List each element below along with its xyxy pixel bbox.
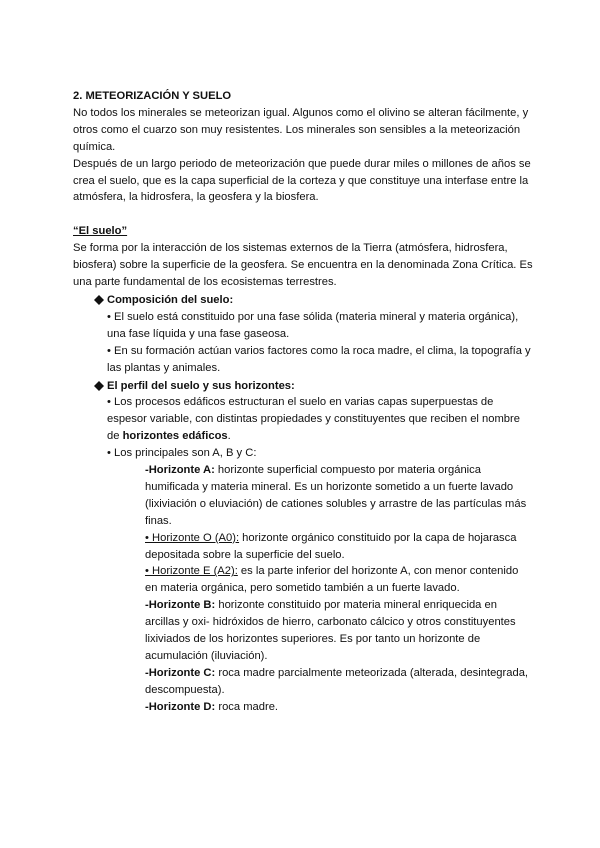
perfil-item-1-bold: horizontes edáficos bbox=[122, 430, 228, 443]
horizonte-a-label: -Horizonte A: bbox=[145, 464, 215, 477]
composicion-title: Composición del suelo: bbox=[107, 293, 234, 306]
horizonte-b bbox=[73, 597, 533, 665]
bullet-composicion bbox=[73, 292, 533, 309]
suelo-title: “El suelo” bbox=[73, 225, 128, 238]
suelo-intro: Se forma por la interacción de los sistemas externos de la Tierra (atmósfera, hidrosfera, biosfera) sobre la superficie de la geosfera. Se encuentra en la denominada Zona Crítica. Es una parte fundamental de los ecosistemas terrestres. bbox=[73, 242, 533, 289]
diamond-bullet-icon bbox=[93, 294, 105, 306]
horizonte-b-label: -Horizonte B: bbox=[145, 599, 216, 612]
horizonte-e bbox=[73, 563, 533, 597]
bullet-perfil bbox=[73, 378, 533, 395]
section-heading: 2. METEORIZACIÓN Y SUELO bbox=[73, 90, 232, 102]
horizonte-o-label: • Horizonte O (A0): bbox=[145, 531, 240, 544]
perfil-item-1-end: . bbox=[227, 430, 231, 443]
perfil-item-2: • Los principales son A, B y C: bbox=[107, 447, 257, 460]
horizonte-c-text: roca madre parcialmente meteorizada (alterada, desintegrada, descompuesta). bbox=[145, 666, 529, 696]
horizonte-d-label: -Horizonte D: bbox=[145, 700, 216, 713]
composicion-item-1: • El suelo está constituido por una fase sólida (materia mineral y materia orgánica), una fase líquida y una fase gaseosa. bbox=[107, 310, 519, 340]
horizonte-o-text: horizonte orgánico constituido por la capa de hojarasca depositada sobre la superficie del suelo. bbox=[145, 531, 517, 561]
horizonte-o bbox=[73, 530, 533, 564]
horizonte-b-text: horizonte constituido por materia mineral enriquecida en arcillas y oxi- hidróxidos de hierro, carbonato cálcico y otros constituyentes lixiviados de los horizontes superiores. Es por tanto un horizonte de acumulación (iluviación). bbox=[145, 599, 516, 662]
document-body bbox=[73, 88, 533, 716]
horizonte-e-text: es la parte inferior del horizonte A, con menor contenido en materia orgánica, pero sometido también a un fuerte lavado. bbox=[145, 565, 519, 595]
composicion-item-2: • En su formación actúan varios factores como la roca madre, el clima, la topografía y las plantas y animales. bbox=[107, 344, 531, 374]
perfil-item-1 bbox=[73, 394, 533, 445]
perfil-title: El perfil del suelo y sus horizontes: bbox=[107, 379, 295, 392]
horizonte-a-text: horizonte superficial compuesto por materia orgánica humificada y materia mineral. Es un horizonte sometido a un fuerte lavado (lixiviación o eluviación) de cationes solubles y arrastre de las partículas más finas. bbox=[145, 464, 527, 527]
horizonte-d bbox=[73, 699, 533, 716]
diamond-bullet-icon bbox=[93, 380, 105, 392]
horizonte-c-label: -Horizonte C: bbox=[145, 666, 216, 679]
spacer bbox=[73, 206, 533, 223]
paragraph-minerales: No todos los minerales se meteorizan igual. Algunos como el olivino se alteran fácilmente, y otros como el cuarzo son muy resistentes. Los minerales son sensibles a la meteorización química. bbox=[73, 106, 529, 153]
perfil-item-1-text: • Los procesos edáficos estructuran el suelo en varias capas superpuestas de espesor variable, con distintas propiedades y constituyentes que reciben el nombre de bbox=[107, 396, 520, 443]
horizonte-d-text: roca madre. bbox=[215, 700, 279, 713]
horizonte-a bbox=[73, 462, 533, 530]
horizonte-e-label: • Horizonte E (A2): bbox=[145, 565, 238, 578]
horizonte-c bbox=[73, 665, 533, 699]
paragraph-meteorizacion: Después de un largo periodo de meteorización que puede durar miles o millones de años se crea el suelo, que es la capa superficial de la corteza y que constituye una interfase entre la atmósfera, la hidrosfera, la geosfera y la biosfera. bbox=[73, 157, 531, 204]
